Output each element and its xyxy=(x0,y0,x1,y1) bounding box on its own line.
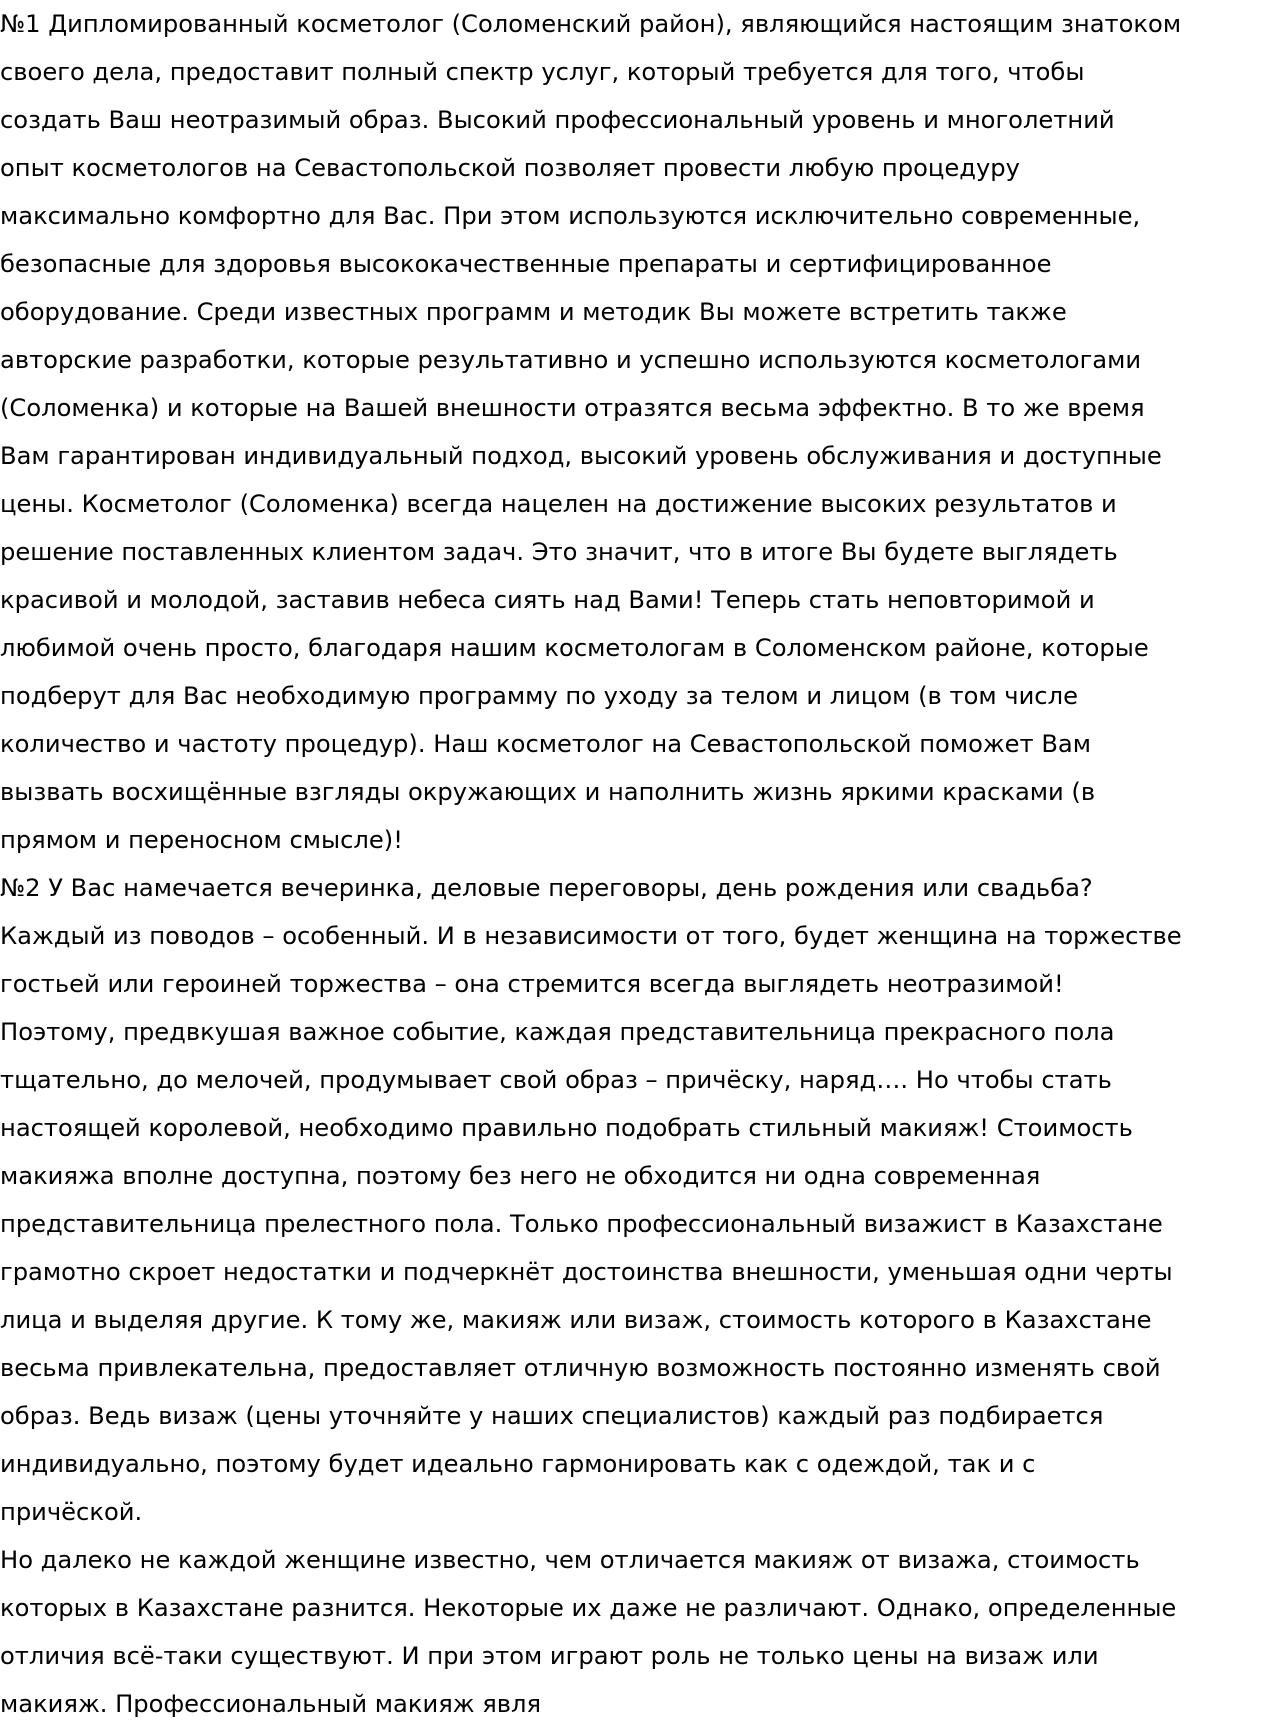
text-line: настоящей королевой, необходимо правильно подобрать стильный макияж! Стоимость xyxy=(0,1114,1133,1142)
text-line: прямом и переносном смысле)! xyxy=(0,826,403,854)
text-line: решение поставленных клиентом задач. Это значит, что в итоге Вы будете выглядеть xyxy=(0,538,1118,566)
text-line: оборудование. Среди известных программ и методик Вы можете встретить также xyxy=(0,298,1067,326)
text-line: №2 У Вас намечается вечеринка, деловые переговоры, день рождения или свадьба? xyxy=(0,874,1093,902)
text-line: грамотно скроет недостатки и подчеркнёт достоинства внешности, уменьшая одни черты xyxy=(0,1258,1173,1286)
text-line: цены. Косметолог (Соломенка) всегда нацелен на достижение высоких результатов и xyxy=(0,490,1117,518)
text-line: Вам гарантирован индивидуальный подход, высокий уровень обслуживания и доступные xyxy=(0,442,1162,470)
text-line: весьма привлекательна, предоставляет отличную возможность постоянно изменять свой xyxy=(0,1354,1161,1382)
text-line: вызвать восхищённые взгляды окружающих и наполнить жизнь яркими красками (в xyxy=(0,778,1096,806)
text-line: подберут для Вас необходимую программу по уходу за телом и лицом (в том числе xyxy=(0,682,1078,710)
text-line: макияжа вполне доступна, поэтому без него не обходится ни одна современная xyxy=(0,1162,1041,1190)
text-line: лица и выделяя другие. К тому же, макияж или визаж, стоимость которого в Казахстане xyxy=(0,1306,1152,1334)
text-line: Каждый из поводов – особенный. И в независимости от того, будет женщина на торжестве xyxy=(0,922,1182,950)
text-line: своего дела, предоставит полный спектр услуг, который требуется для того, чтобы xyxy=(0,58,1085,86)
text-line: которых в Казахстане разнится. Некоторые их даже не различают. Однако, определенные xyxy=(0,1594,1177,1622)
text-line: гостьей или героиней торжества – она стремится всегда выглядеть неотразимой! xyxy=(0,970,1064,998)
text-line: Но далеко не каждой женщине известно, чем отличается макияж от визажа, стоимость xyxy=(0,1546,1140,1574)
text-line: безопасные для здоровья высококачественные препараты и сертифицированное xyxy=(0,250,1052,278)
text-line: максимально комфортно для Вас. При этом используются исключительно современные, xyxy=(0,202,1141,230)
text-line: создать Ваш неотразимый образ. Высокий профессиональный уровень и многолетний xyxy=(0,106,1115,134)
text-line: образ. Ведь визаж (цены уточняйте у наших специалистов) каждый раз подбирается xyxy=(0,1402,1104,1430)
text-line: опыт косметологов на Севастопольской позволяет провести любую процедуру xyxy=(0,154,1020,182)
text-line: представительница прелестного пола. Только профессиональный визажист в Казахстане xyxy=(0,1210,1163,1238)
text-line: количество и частоту процедур). Наш косметолог на Севастопольской поможет Вам xyxy=(0,730,1091,758)
text-line: индивидуально, поэтому будет идеально гармонировать как с одеждой, так и с xyxy=(0,1450,1036,1478)
text-line: авторские разработки, которые результативно и успешно используются косметологами xyxy=(0,346,1142,374)
text-line: (Соломенка) и которые на Вашей внешности отразятся весьма эффектно. В то же время xyxy=(0,394,1145,422)
text-line: любимой очень просто, благодаря нашим косметологам в Соломенском районе, которые xyxy=(0,634,1149,662)
text-line: красивой и молодой, заставив небеса сиять над Вами! Теперь стать неповторимой и xyxy=(0,586,1095,614)
text-line: причёской. xyxy=(0,1498,143,1526)
text-line: макияж. Профессиональный макияж явля xyxy=(0,1690,542,1718)
text-line: №1 Дипломированный косметолог (Соломенский район), являющийся настоящим знатоком xyxy=(0,10,1182,38)
text-line: Поэтому, предвкушая важное событие, каждая представительница прекрасного пола xyxy=(0,1018,1115,1046)
text-line: тщательно, до мелочей, продумывает свой образ – причёску, наряд…. Но чтобы стать xyxy=(0,1066,1112,1094)
text-line: отличия всё-таки существуют. И при этом играют роль не только цены на визаж или xyxy=(0,1642,1099,1670)
